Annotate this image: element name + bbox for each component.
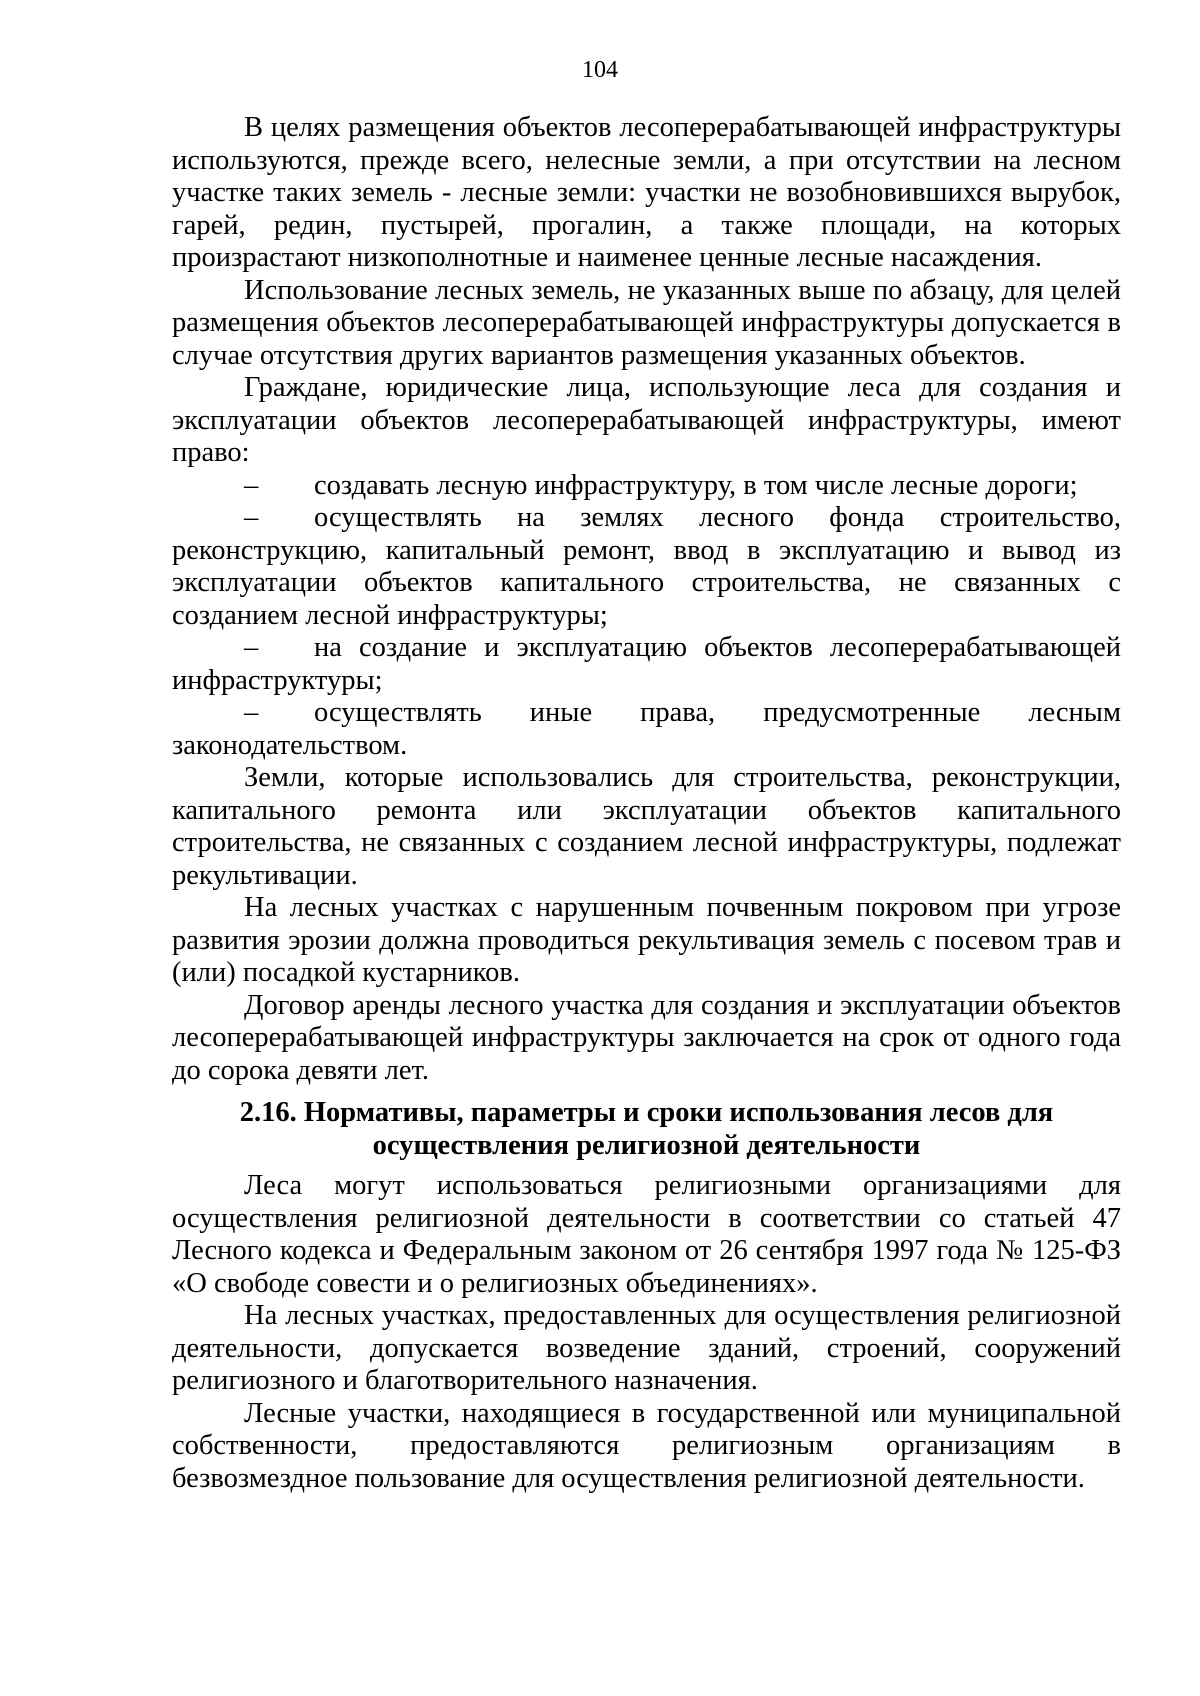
paragraph: На лесных участках с нарушенным почвенным покровом при угрозе развития эрозии должна проводиться рекультивация земель с посевом трав и (или) посадкой кустарников. [172, 892, 1121, 988]
paragraph: Леса могут использоваться религиозными организациями для осуществления религиозной деятельности в соответствии со статьей 47 Лесного кодекса и Федеральным законом от 26 сентября 1997 года № 125-ФЗ «О свободе совести и о религиозных объединениях». [172, 1170, 1121, 1299]
paragraph: Использование лесных земель, не указанных выше по абзацу, для целей размещения объектов лесоперерабатывающей инфраструктуры допускается в случае отсутствия других вариантов размещения указанных объектов. [172, 274, 1121, 371]
list-item [172, 697, 1121, 762]
paragraph: Граждане, юридические лица, использующие леса для создания и эксплуатации объектов лесоперерабатывающей инфраструктуры, имеют право: [172, 372, 1121, 468]
list-item-text: осуществлять на землях лесного фонда строительство, реконструкцию, капитальный ремонт, ввод в эксплуатацию и вывод из эксплуатации объектов капитального строительства, не связанных с созданием лесной инфраструктуры; [172, 502, 1121, 631]
list-item-text: создавать лесную инфраструктуру, в том числе лесные дороги; [314, 469, 1078, 501]
list-dash: – [244, 502, 259, 533]
list-item-text: осуществлять иные права, предусмотренные лесным законодательством. [172, 697, 1121, 761]
list-item [172, 502, 1121, 632]
list-dash: – [244, 469, 259, 501]
list-item-text: на создание и эксплуатацию объектов лесоперерабатывающей инфраструктуры; [172, 632, 1121, 696]
list-dash: – [244, 697, 259, 728]
list-dash: – [244, 632, 259, 663]
page-number: 104 [582, 57, 618, 83]
list-item [172, 632, 1121, 697]
paragraph: Договор аренды лесного участка для создания и эксплуатации объектов лесоперерабатывающей инфраструктуры заключается на срок от одного года до сорока девяти лет. [172, 989, 1121, 1086]
paragraph: Лесные участки, находящиеся в государственной или муниципальной собственности, предоставляются религиозным организациям в безвозмездное пользование для осуществления религиозной деятельности. [172, 1397, 1121, 1494]
page-content [172, 112, 1121, 1495]
paragraph: В целях размещения объектов лесоперерабатывающей инфраструктуры используются, прежде всего, нелесные земли, а при отсутствии на лесном участке таких земель - лесные земли: участки не возобновившихся вырубок, гарей, редин, пустырей, прогалин, а также площади, на которых произрастают низкополнотные и наименее ценные лесные насаждения. [172, 112, 1121, 273]
list-item [172, 470, 1121, 503]
paragraph: На лесных участках, предоставленных для осуществления религиозной деятельности, допускается возведение зданий, строений, сооружений религиозного и благотворительного назначения. [172, 1300, 1121, 1396]
paragraph: Земли, которые использовались для строительства, реконструкции, капитального ремонта или эксплуатации объектов капитального строительства, не связанных с созданием лесной инфраструктуры, подлежат рекультивации. [172, 762, 1121, 891]
section-heading: 2.16. Нормативы, параметры и сроки использования лесов для осуществления религиозной деятельности [239, 1097, 1054, 1161]
